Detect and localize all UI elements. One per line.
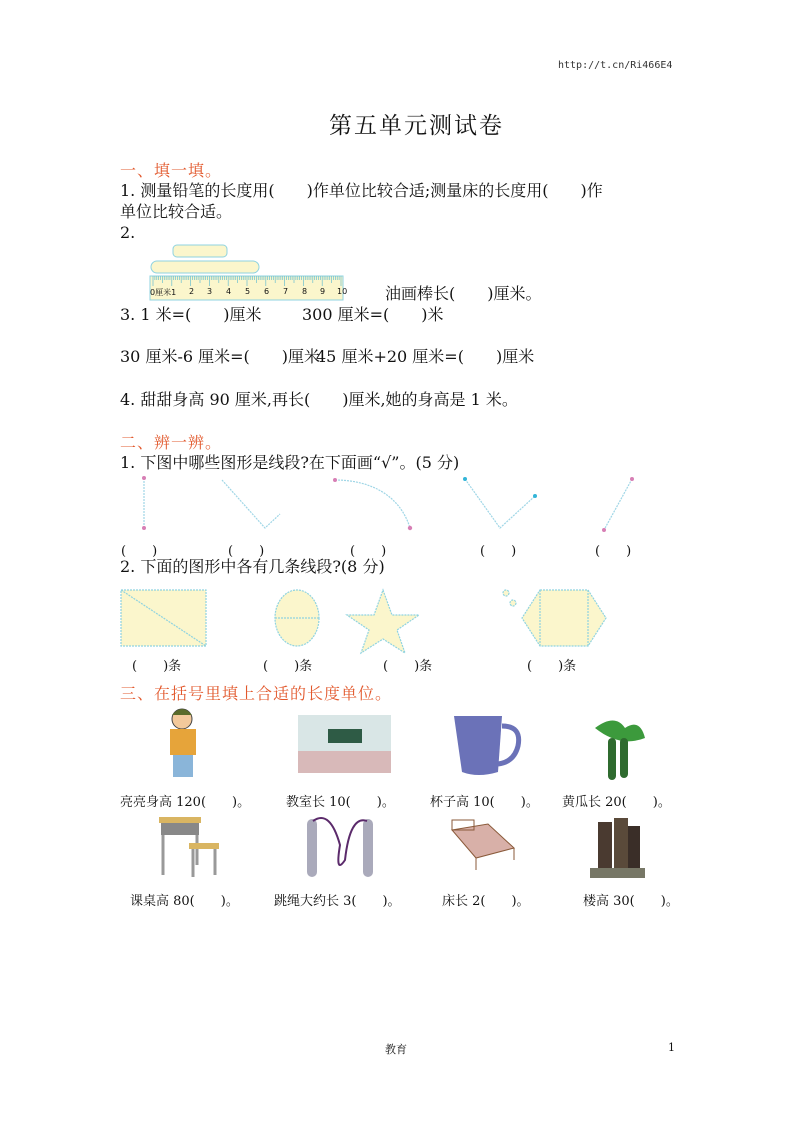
ruler-label: 9: [320, 287, 326, 296]
ruler-figure: [148, 243, 368, 301]
jump-rope-picture: [305, 815, 375, 881]
page-number: 1: [668, 1041, 675, 1054]
footer-text: 教育: [385, 1043, 407, 1056]
ruler-label: 2: [189, 287, 195, 296]
blank: ( ): [480, 544, 517, 559]
cucumber-picture: [590, 708, 650, 783]
blank: ( ): [350, 544, 387, 559]
s2-q2: 2. 下面的图形中各有几条线段?(8 分): [120, 557, 385, 576]
line-figures: [110, 470, 670, 540]
blank: ( ): [228, 544, 265, 559]
cup-picture: [450, 712, 525, 777]
ruler-label: 3: [207, 287, 213, 296]
section-1-heading: 一、填一填。: [120, 161, 223, 180]
blank: ( ): [595, 544, 632, 559]
q3-a: 3. 1 米=( )厘米: [120, 305, 262, 324]
caption: 黄瓜长 20( )。: [562, 795, 671, 810]
ruler-label: 10: [337, 287, 348, 296]
section-2-heading: 二、辨一辨。: [120, 433, 223, 452]
blank: ( )条: [383, 659, 433, 674]
q1-line2: 单位比较合适。: [120, 202, 233, 221]
q3-b: 300 厘米=( )米: [302, 305, 444, 324]
q2-label: 2.: [120, 223, 136, 242]
ruler-label: 0厘米1: [150, 288, 177, 297]
q3-d: 45 厘米+20 厘米=( )厘米: [316, 347, 535, 366]
ruler-label: 5: [245, 287, 251, 296]
s2-q1: 1. 下图中哪些图形是线段?在下面画“√”。(5 分): [120, 453, 460, 472]
q4: 4. 甜甜身高 90 厘米,再长( )厘米,她的身高是 1 米。: [120, 390, 518, 409]
blank: ( )条: [132, 659, 182, 674]
source-url: http://t.cn/Ri466E4: [558, 60, 673, 71]
caption: 杯子高 10( )。: [430, 795, 539, 810]
caption: 楼高 30( )。: [583, 894, 679, 909]
blank: ( )条: [263, 659, 313, 674]
q1-line1: 1. 测量铅笔的长度用( )作单位比较合适;测量床的长度用( )作: [120, 181, 603, 200]
blank: ( ): [121, 544, 158, 559]
caption: 亮亮身高 120( )。: [120, 795, 251, 810]
desk-picture: [155, 815, 225, 880]
ruler-label: 6: [264, 287, 270, 296]
bed-picture: [448, 818, 518, 873]
building-picture: [590, 816, 645, 880]
caption: 教室长 10( )。: [286, 795, 395, 810]
q2-text: 油画棒长( )厘米。: [385, 284, 542, 303]
ruler-label: 7: [283, 287, 289, 296]
ruler-label: 8: [302, 287, 308, 296]
blank: ( )条: [527, 659, 577, 674]
caption: 床长 2( )。: [442, 894, 530, 909]
classroom-picture: [298, 715, 391, 773]
q3-c: 30 厘米-6 厘米=( )厘米: [120, 347, 321, 366]
boy-picture: [160, 707, 210, 782]
caption: 跳绳大约长 3( )。: [274, 894, 401, 909]
page-title: 第五单元测试卷: [329, 113, 504, 139]
ruler-label: 4: [226, 287, 232, 296]
shape-figures: [110, 585, 630, 655]
section-3-heading: 三、在括号里填上合适的长度单位。: [120, 684, 393, 703]
caption: 课桌高 80( )。: [130, 894, 239, 909]
